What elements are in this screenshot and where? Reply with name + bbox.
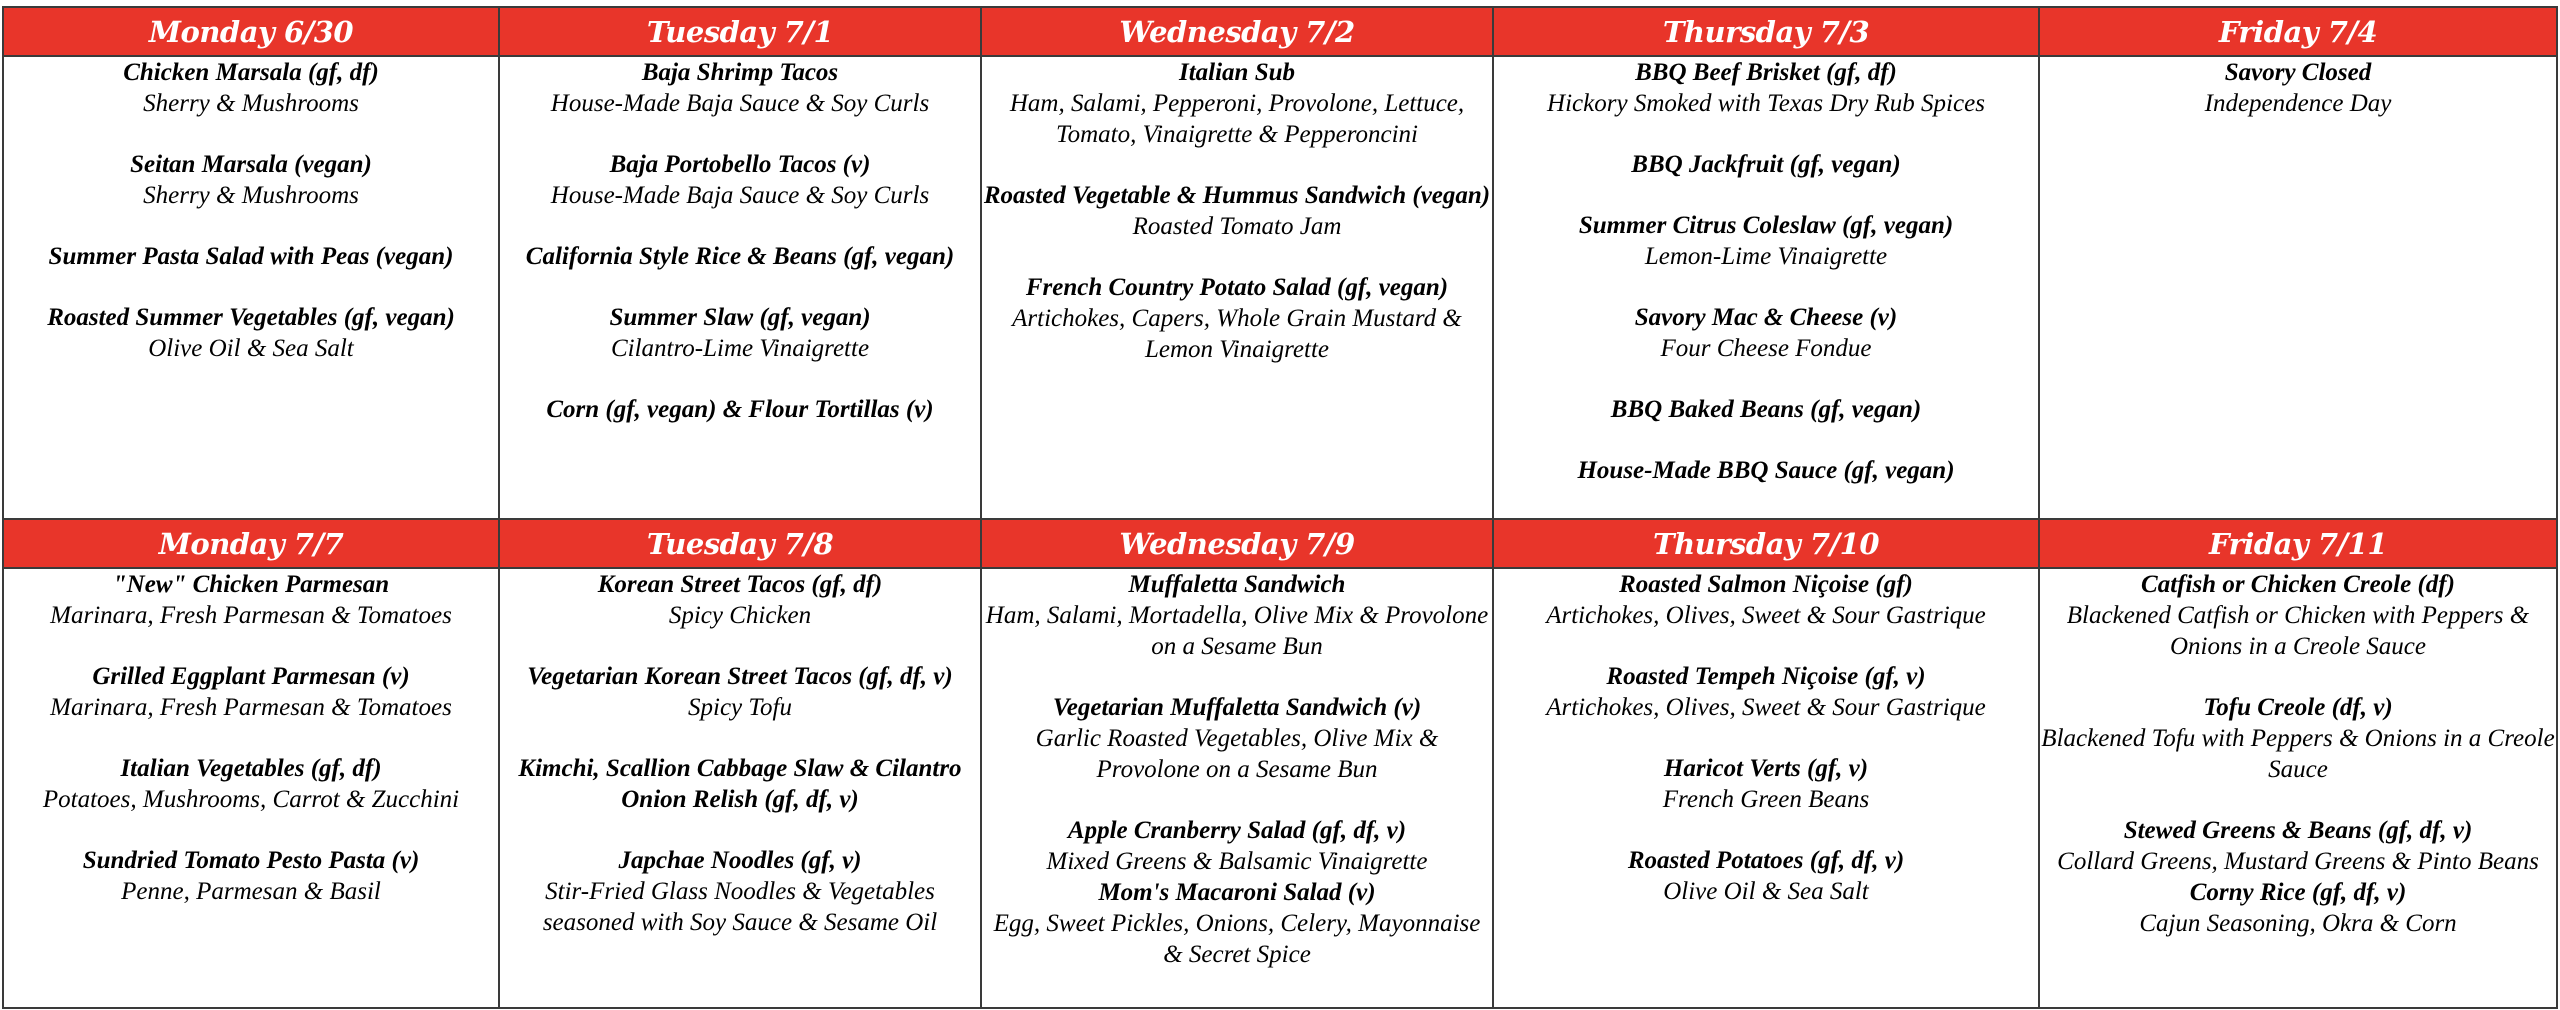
menu-item-name: Vegetarian Korean Street Tacos (gf, df, v) [527,663,953,690]
menu-item-description: Potatoes, Mushrooms, Carrot & Zucchini [42,786,460,813]
menu-item [2040,692,2556,785]
menu-item-name: Roasted Summer Vegetables (gf, vegan) [47,304,455,331]
day-header-row [3,519,2557,568]
menu-item [4,661,498,723]
menu-item [500,569,980,631]
menu-item-name: Sundried Tomato Pesto Pasta (v) [82,847,420,874]
menu-item-description: House-Made Baja Sauce & Soy Curls [550,182,930,209]
menu-item-name: Grilled Eggplant Parmesan (v) [92,663,410,690]
menu-item-name: Stewed Greens & Beans (gf, df, v) [2123,817,2473,844]
menu-item-description: House-Made Baja Sauce & Soy Curls [550,90,930,117]
day-menu-row [3,568,2557,1008]
menu-item [1494,661,2038,723]
menu-item [500,753,980,815]
day-menu-cell [1493,56,2039,519]
menu-item-description: Stir-Fried Glass Noodles & Vegetables seasoned with Soy Sauce & Sesame Oil [542,878,938,936]
day-menu-cell [2039,568,2557,1008]
menu-item [982,57,1492,150]
menu-item-description: Hickory Smoked with Texas Dry Rub Spices [1547,90,1985,117]
menu-item-name: Savory Mac & Cheese (v) [1634,304,1898,331]
day-menu-row [3,56,2557,519]
day-header: Monday 7/7 [3,519,499,568]
menu-item [500,57,980,119]
menu-item-name: Corny Rice (gf, df, v) [2189,879,2407,906]
menu-item [1494,753,2038,815]
menu-item-name: Roasted Salmon Niçoise (gf) [1619,571,1913,598]
weekly-menu-table [2,6,2558,1009]
menu-item-name: Kimchi, Scallion Cabbage Slaw & Cilantro Onion Relish (gf, df, v) [518,755,962,813]
menu-item [500,661,980,723]
menu-item-name: BBQ Jackfruit (gf, vegan) [1631,151,1901,178]
menu-item-description: Collard Greens, Mustard Greens & Pinto Beans [2057,848,2539,875]
menu-item [1494,302,2038,364]
menu-item-name: Apple Cranberry Salad (gf, df, v) [1067,817,1407,844]
menu-item [2040,877,2556,939]
day-menu-cell [3,568,499,1008]
menu-item [500,394,980,425]
menu-item-description: Roasted Tomato Jam [1132,213,1342,240]
menu-item [4,149,498,211]
menu-item-name: Summer Slaw (gf, vegan) [609,304,871,331]
day-header: Monday 6/30 [3,7,499,56]
menu-item [500,241,980,272]
menu-item [2040,57,2556,119]
menu-item-description: Sherry & Mushrooms [143,90,359,117]
menu-item [2040,815,2556,877]
menu-item-description: Ham, Salami, Pepperoni, Provolone, Lettuce, Tomato, Vinaigrette & Pepperoncini [1009,90,1465,148]
menu-item-description: Egg, Sweet Pickles, Onions, Celery, Mayonnaise & Secret Spice [993,910,1481,968]
menu-item-description: Cilantro-Lime Vinaigrette [610,335,870,362]
menu-item-name: Haricot Verts (gf, v) [1663,755,1869,782]
menu-item-name: Catfish or Chicken Creole (df) [2141,571,2455,598]
menu-item-name: Mom's Macaroni Salad (v) [1098,879,1376,906]
menu-item-description: Olive Oil & Sea Salt [1663,878,1869,905]
day-menu-cell [1493,568,2039,1008]
day-menu-cell [981,56,1493,519]
menu-item-description: Cajun Seasoning, Okra & Corn [2139,910,2457,937]
menu-item-description: Spicy Tofu [688,694,792,721]
day-header: Friday 7/11 [2039,519,2557,568]
day-header: Thursday 7/10 [1493,519,2039,568]
menu-item-description: Marinara, Fresh Parmesan & Tomatoes [50,602,452,629]
day-header: Tuesday 7/8 [499,519,981,568]
menu-item-name: BBQ Baked Beans (gf, vegan) [1610,396,1922,423]
menu-item [982,180,1492,242]
menu-item-name: French Country Potato Salad (gf, vegan) [1025,274,1449,301]
menu-item [982,692,1492,785]
menu-item-name: Seitan Marsala (vegan) [130,151,372,178]
day-header: Friday 7/4 [2039,7,2557,56]
menu-item [1494,394,2038,425]
menu-item [500,845,980,938]
menu-item-name: Summer Pasta Salad with Peas (vegan) [48,243,454,270]
menu-item-description: Ham, Salami, Mortadella, Olive Mix & Provolone on a Sesame Bun [985,602,1489,660]
menu-item-description: French Green Beans [1662,786,1870,813]
menu-item [500,149,980,211]
menu-item-name: House-Made BBQ Sauce (gf, vegan) [1577,457,1955,484]
menu-item-name: Korean Street Tacos (gf, df) [597,571,883,598]
menu-item [4,845,498,907]
menu-item-name: Italian Sub [1178,59,1296,86]
menu-item [1494,210,2038,272]
menu-item-description: Artichokes, Olives, Sweet & Sour Gastrique [1546,694,1986,721]
menu-item [500,302,980,364]
menu-item-description: Four Cheese Fondue [1660,335,1872,362]
menu-item-name: Japchae Noodles (gf, v) [618,847,862,874]
day-header-row [3,7,2557,56]
menu-item-description: Independence Day [2204,90,2392,117]
menu-item-description: Olive Oil & Sea Salt [148,335,354,362]
day-header: Tuesday 7/1 [499,7,981,56]
menu-item-name: Roasted Tempeh Niçoise (gf, v) [1606,663,1926,690]
day-header: Wednesday 7/9 [981,519,1493,568]
menu-item [4,753,498,815]
menu-item-description: Lemon-Lime Vinaigrette [1644,243,1888,270]
menu-item-name: Savory Closed [2224,59,2372,86]
menu-item-description: Blackened Catfish or Chicken with Peppers & Onions in a Creole Sauce [2066,602,2530,660]
menu-item-description: Artichokes, Olives, Sweet & Sour Gastrique [1546,602,1986,629]
menu-item-name: Tofu Creole (df, v) [2203,694,2393,721]
menu-item-name: Chicken Marsala (gf, df) [123,59,379,86]
menu-item-name: Italian Vegetables (gf, df) [120,755,382,782]
menu-item-name: BBQ Beef Brisket (gf, df) [1635,59,1897,86]
menu-item [1494,455,2038,486]
day-menu-cell [2039,56,2557,519]
menu-item [982,877,1492,970]
menu-item [1494,569,2038,631]
day-header: Wednesday 7/2 [981,7,1493,56]
menu-item [4,241,498,272]
menu-item-name: Summer Citrus Coleslaw (gf, vegan) [1578,212,1954,239]
menu-item-name: Corn (gf, vegan) & Flour Tortillas (v) [546,396,934,423]
menu-item-name: Baja Shrimp Tacos [641,59,839,86]
menu-item [4,57,498,119]
menu-item-name: "New" Chicken Parmesan [112,571,390,598]
menu-item-name: California Style Rice & Beans (gf, vegan) [525,243,955,270]
menu-item-description: Spicy Chicken [668,602,812,629]
day-menu-cell [499,568,981,1008]
menu-item-name: Vegetarian Muffaletta Sandwich (v) [1052,694,1422,721]
day-menu-cell [981,568,1493,1008]
menu-item-description: Penne, Parmesan & Basil [121,878,381,905]
menu-item-description: Blackened Tofu with Peppers & Onions in a Creole Sauce [2041,725,2555,783]
menu-item-name: Roasted Potatoes (gf, df, v) [1627,847,1905,874]
menu-item-description: Marinara, Fresh Parmesan & Tomatoes [50,694,452,721]
menu-item [4,302,498,364]
menu-item [4,569,498,631]
menu-item-description: Garlic Roasted Vegetables, Olive Mix & Provolone on a Sesame Bun [1035,725,1439,783]
menu-item [2040,569,2556,662]
day-menu-cell [499,56,981,519]
menu-item-description: Mixed Greens & Balsamic Vinaigrette [1046,848,1428,875]
menu-item [1494,149,2038,180]
menu-item-name: Muffaletta Sandwich [1128,571,1346,598]
menu-item [982,815,1492,877]
menu-item-name: Roasted Vegetable & Hummus Sandwich (vegan) [983,182,1491,209]
menu-item [982,272,1492,365]
menu-item [1494,845,2038,907]
day-header: Thursday 7/3 [1493,7,2039,56]
menu-item [982,569,1492,662]
menu-item-name: Baja Portobello Tacos (v) [609,151,871,178]
menu-item [1494,57,2038,119]
menu-item-description: Sherry & Mushrooms [143,182,359,209]
menu-item-description: Artichokes, Capers, Whole Grain Mustard & Lemon Vinaigrette [1012,305,1462,363]
day-menu-cell [3,56,499,519]
